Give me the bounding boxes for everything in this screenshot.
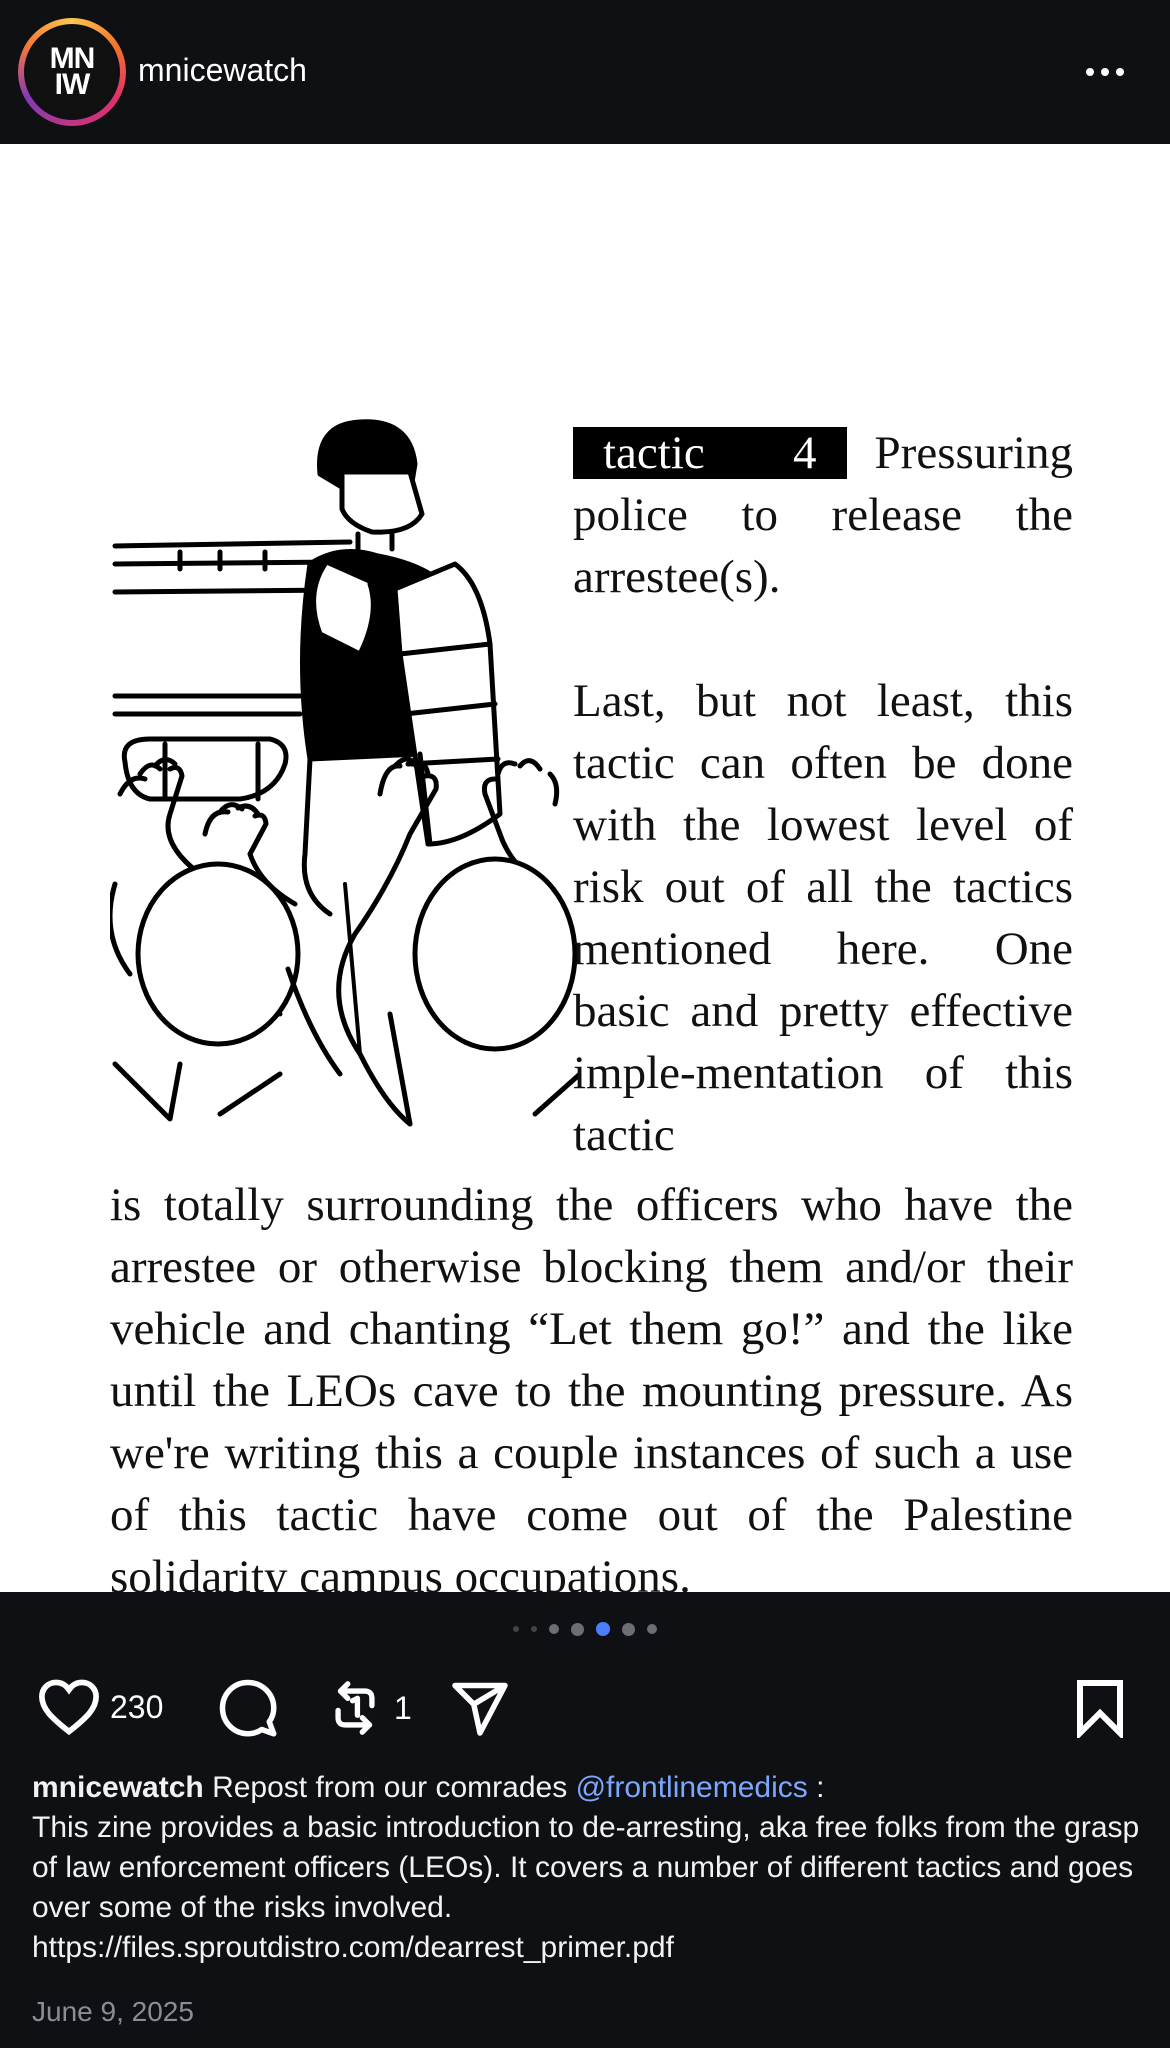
caption-colon: : <box>816 1771 825 1804</box>
username[interactable]: mnicewatch <box>138 52 307 88</box>
caption-username[interactable]: mnicewatch <box>32 1771 204 1804</box>
zine-paragraph-right: Last, but not least, this tactic can often be done with the lowest level of risk out of all the tactics mentioned here. One basic and pretty effective imple-mentation of this tactic <box>573 675 1073 1161</box>
caption-lead: Repost from our comrades <box>212 1771 568 1804</box>
repost-icon <box>326 1678 384 1738</box>
carousel-dot <box>596 1622 610 1636</box>
post-image[interactable] <box>0 144 1170 1603</box>
heart-icon <box>38 1678 100 1736</box>
like-button[interactable] <box>38 1678 163 1736</box>
caption-body: This zine provides a basic introduction to de-arresting, aka free folks from the grasp of law enforcement officers (LEOs). It covers a number of different tactics and goes over some of the risks involved. <box>32 1811 1140 1924</box>
carousel-dot <box>647 1624 657 1634</box>
share-button[interactable] <box>450 1678 510 1738</box>
zine-right-column <box>573 422 1073 1166</box>
carousel-dot <box>622 1623 635 1636</box>
tactic-title: Pressuring police to release the arrestee(s). <box>573 427 1073 603</box>
caption-mention[interactable]: @frontlinemedics <box>575 1771 808 1804</box>
post-date: June 9, 2025 <box>32 1996 194 2027</box>
save-button[interactable] <box>1072 1678 1128 1738</box>
post-header <box>0 0 1170 144</box>
more-options-icon[interactable] <box>1086 68 1124 76</box>
action-bar <box>0 1670 1170 1750</box>
caption-link[interactable]: https://files.sproutdistro.com/dearrest_primer.pdf <box>32 1931 674 1964</box>
carousel-dot <box>513 1626 519 1632</box>
carousel-dot <box>571 1623 584 1636</box>
avatar-logo <box>24 24 120 120</box>
repost-count: 1 <box>394 1689 412 1726</box>
caption <box>32 1768 1142 1968</box>
avatar[interactable] <box>18 18 126 126</box>
repost-button[interactable] <box>326 1678 412 1738</box>
protest-illustration <box>110 414 580 1154</box>
comment-button[interactable] <box>218 1678 278 1738</box>
bookmark-icon <box>1072 1678 1128 1738</box>
zine-paragraph-full: is totally surrounding the officers who have the arrestee or otherwise blocking them and/or their vehicle and chanting “Let them go!” and the like until the LEOs cave to the mounting pressure. As we're writing this a couple instances of such a use of this tactic have come out of the Palestine solidarity campus occupations. <box>110 1179 1073 1603</box>
like-count: 230 <box>110 1688 164 1725</box>
comment-icon <box>218 1678 278 1738</box>
carousel-dot <box>531 1626 537 1632</box>
carousel-dot <box>549 1624 559 1634</box>
tactic-tag: tactic 4 <box>573 427 847 479</box>
avatar-text-line1: MN <box>49 42 95 75</box>
carousel-indicator <box>0 1622 1170 1636</box>
avatar-text-line2: IW <box>54 68 90 101</box>
send-icon <box>450 1678 510 1738</box>
